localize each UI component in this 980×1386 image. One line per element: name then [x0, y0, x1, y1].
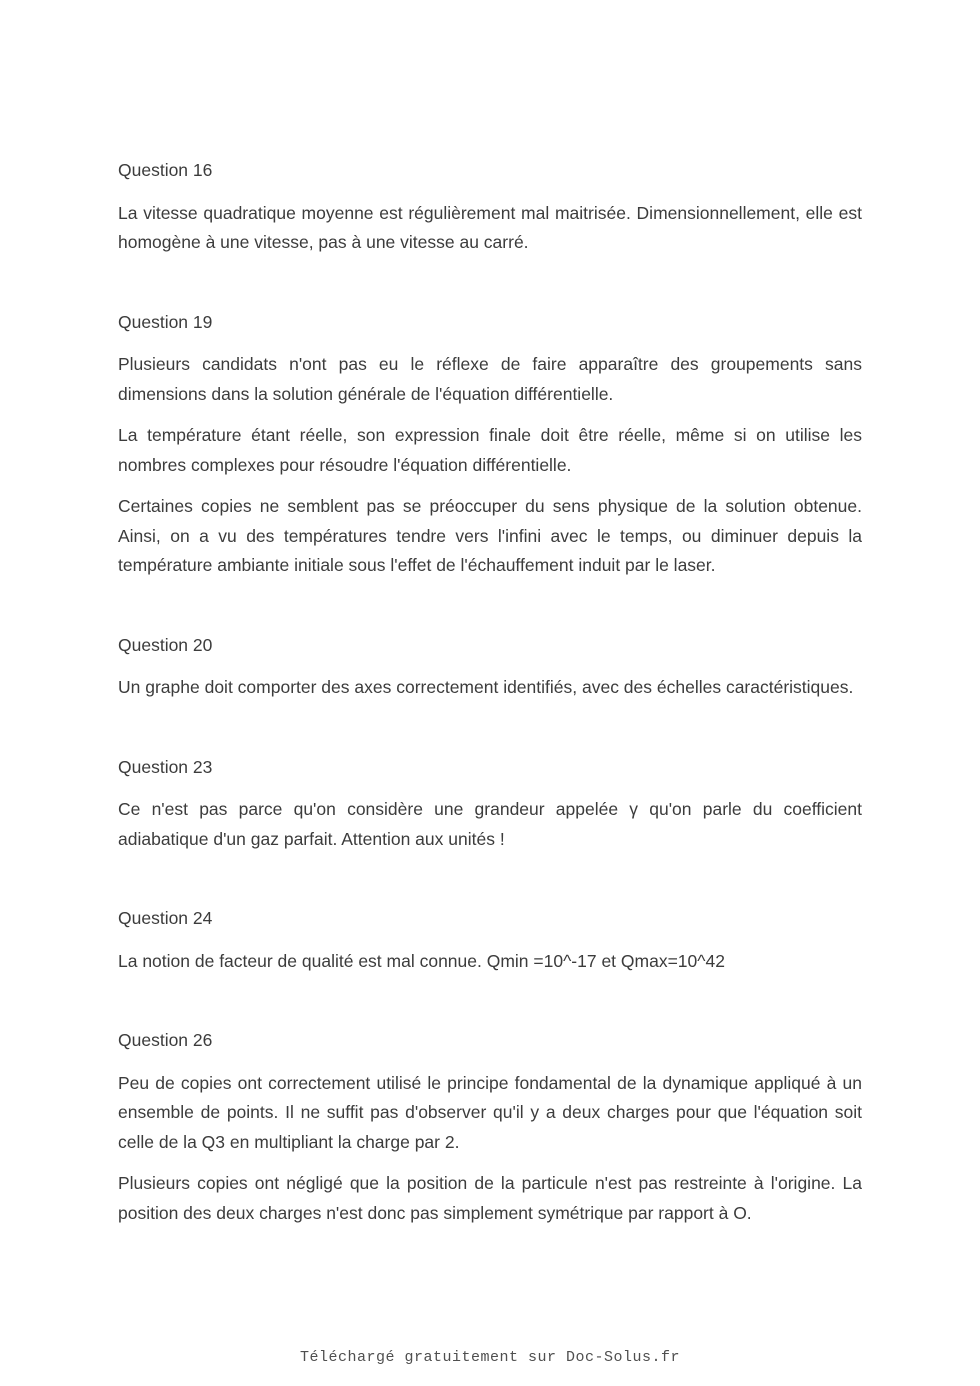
- question-section-20: [118, 631, 862, 703]
- question-section-26: [118, 1026, 862, 1228]
- question-paragraph: Plusieurs copies ont négligé que la position de la particule n'est pas restreinte à l'origine. La position des deux charges n'est donc pas simplement symétrique par rapport à O.: [118, 1173, 862, 1223]
- question-paragraph: Peu de copies ont correctement utilisé le principe fondamental de la dynamique appliqué à un ensemble de points. Il ne suffit pas d'observer qu'il y a deux charges pour que l'équation soit celle de la Q3 en multipliant la charge par 2.: [118, 1072, 862, 1152]
- page-footer: [0, 1348, 980, 1366]
- question-heading: Question 26: [118, 1030, 213, 1050]
- question-heading: Question 23: [118, 756, 213, 777]
- report-content: [118, 156, 862, 1278]
- question-paragraph: Certaines copies ne semblent pas se préoccuper du sens physique de la solution obtenue. Ainsi, on a vu des températures tendre vers l'infini avec le temps, ou diminuer depuis la température ambiante initiale sous l'effet de l'échauffement induit par le laser.: [118, 496, 862, 575]
- watermark-text: Téléchargé gratuitement sur Doc-Solus.fr: [299, 1349, 681, 1366]
- question-heading: Question 19: [118, 311, 213, 332]
- question-section-23: [118, 753, 862, 855]
- question-paragraph: Un graphe doit comporter des axes correctement identifiés, avec des échelles caractéristiques.: [118, 677, 854, 697]
- question-section-16: [118, 156, 862, 258]
- question-paragraph: La vitesse quadratique moyenne est régulièrement mal maitrisée. Dimensionnellement, elle est homogène à une vitesse, pas à une vitesse au carré.: [118, 202, 862, 252]
- question-heading: Question 16: [118, 160, 213, 180]
- question-section-24: [118, 904, 862, 976]
- question-paragraph: Plusieurs candidats n'ont pas eu le réflexe de faire apparaître des groupements sans dimensions dans la solution générale de l'équation différentielle.: [118, 354, 862, 404]
- question-paragraph: Ce n'est pas parce qu'on considère une grandeur appelée γ qu'on parle du coefficient adiabatique d'un gaz parfait. Attention aux unités !: [118, 799, 862, 849]
- question-heading: Question 24: [118, 908, 213, 928]
- question-paragraph: La température étant réelle, son expression finale doit être réelle, même si on utilise les nombres complexes pour résoudre l'équation différentielle.: [118, 425, 862, 475]
- question-section-19: [118, 308, 862, 581]
- question-heading: Question 20: [118, 634, 213, 655]
- question-paragraph: La notion de facteur de qualité est mal connue. Qmin =10^-17 et Qmax=10^42: [118, 950, 725, 971]
